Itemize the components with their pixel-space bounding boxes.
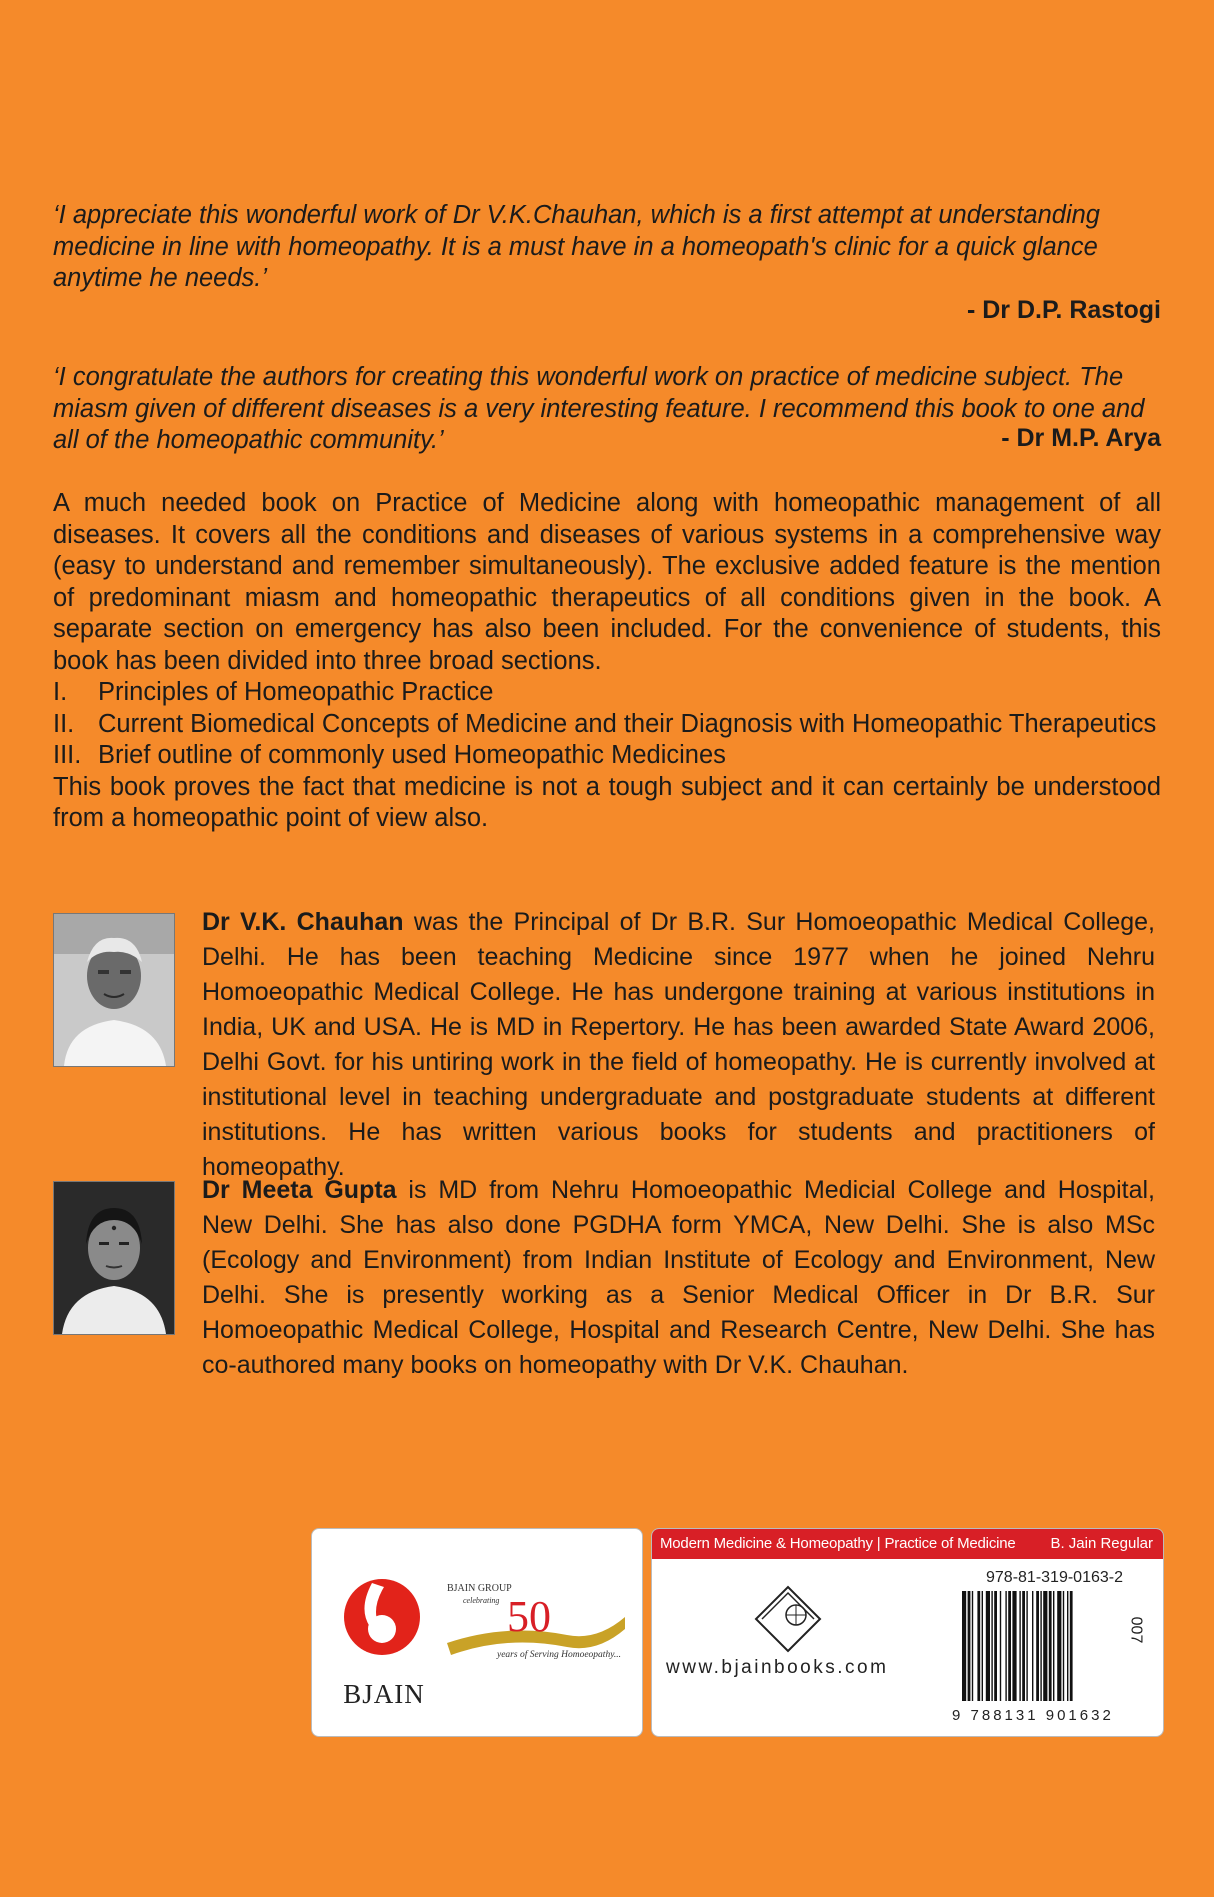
barcode-number: 9 788131 901632 [952,1707,1114,1724]
section-title: Brief outline of commonly used Homeopathic Medicines [98,741,726,769]
author-bio-text: was the Principal of Dr B.R. Sur Homoeopathic Medical College, Delhi. He has been teaching Medicine since 1977 when he joined Nehru Homoeopathic Medical College. He has undergone training at various institutions in India, UK and USA. He is MD in Repertory. He has been awarded State Award 2006, Delhi Govt. for his untiring work in the field of homeopathy. He is currently involved at institutional level in teaching undergraduate and postgraduate students at different institutions. He has written various books for students and practitioners of homeopathy. [202,908,1155,1181]
series-banner [652,1529,1163,1559]
review-author-1: - Dr D.P. Rastogi [966,296,1161,324]
group-text: BJAIN GROUP [447,1583,512,1594]
anniversary-number: 50 [507,1592,551,1641]
section-number: III. [53,741,82,769]
review-quote-1: ‘I appreciate this wonderful work of Dr V.K.Chauhan, which is a first attempt at understanding medicine in line with homeopathy. It is a must have in a homeopath's clinic for a quick glance anytime he needs.’ [53,201,1100,292]
anniversary-logo-icon [447,1569,627,1684]
series-title: Modern Medicine & Homeopathy | Practice of Medicine [660,1535,1016,1552]
celebrating-text: celebrating [463,1596,500,1605]
tagline-text: years of Serving Homoeopathy... [497,1650,622,1660]
website-link[interactable]: www.bjainbooks.com [666,1657,889,1678]
section-number: I. [53,678,68,706]
bjain-logo-icon [332,1561,432,1681]
section-item [53,709,1161,741]
barcode-box [651,1528,1164,1737]
author-bio-chauhan [202,905,1155,1185]
description-intro: A much needed book on Practice of Medicine along with homeopathic management of all diseases. It covers all the conditions and diseases of various systems in a comprehensive way (easy to understand and remember simultaneously). The exclusive added feature is the mention of predominant miasm and homeopathic therapeutics of all conditions given in the book. A separate section on emergency has also been included. For the convenience of students, this book has been divided into three broad sections. [53,489,1161,675]
section-number: II. [53,709,75,738]
barcode-icon [962,1591,1120,1701]
description-closing: This book proves the fact that medicine is not a tough subject and it can certainly be understood from a homeopathic point of view also. [53,772,1161,832]
edition-tag: B. Jain Regular [1050,1535,1153,1552]
author-bio-gupta [202,1173,1155,1383]
publisher-box [311,1528,643,1737]
section-list [53,677,1161,772]
review-quote-2: ‘I congratulate the authors for creating this wonderful work on practice of medicine subject. The miasm given of different diseases is a very interesting feature. I recommend this book to one and all of the homeopathic community.’ [53,363,1145,454]
author-name: Dr V.K. Chauhan [202,908,404,936]
author-bio-text: is MD from Nehru Homoeopathic Medicial College and Hospital, New Delhi. She has also done PGDHA form YMCA, New Delhi. She is also MSc (Ecology and Environment) from Indian Institute of Ecology and Environment, New Delhi. She is presently working as a Senior Medical Officer in Dr B.R. Sur Homoeopathic Medical College, Hospital and Research Centre, New Delhi. She has co-authored many books on homeopathy with Dr V.K. Chauhan. [202,1176,1155,1379]
section-item [53,740,1161,772]
price-addon: 007 [1127,1616,1145,1644]
review-author-2: - Dr M.P. Arya [1001,424,1161,452]
publisher-name: BJAIN [343,1679,425,1709]
isbn-text: 978-81-319-0163-2 [986,1569,1123,1586]
author-photo-chauhan [53,913,175,1067]
section-item [53,677,1161,709]
section-title: Principles of Homeopathic Practice [98,678,494,706]
author-name: Dr Meeta Gupta [202,1176,397,1204]
section-title: Current Biomedical Concepts of Medicine and their Diagnosis with Homeopathic Therapeutics [98,709,1157,738]
book-description [53,488,1161,835]
author-photo-gupta [53,1181,175,1335]
book-globe-icon [748,1573,828,1653]
